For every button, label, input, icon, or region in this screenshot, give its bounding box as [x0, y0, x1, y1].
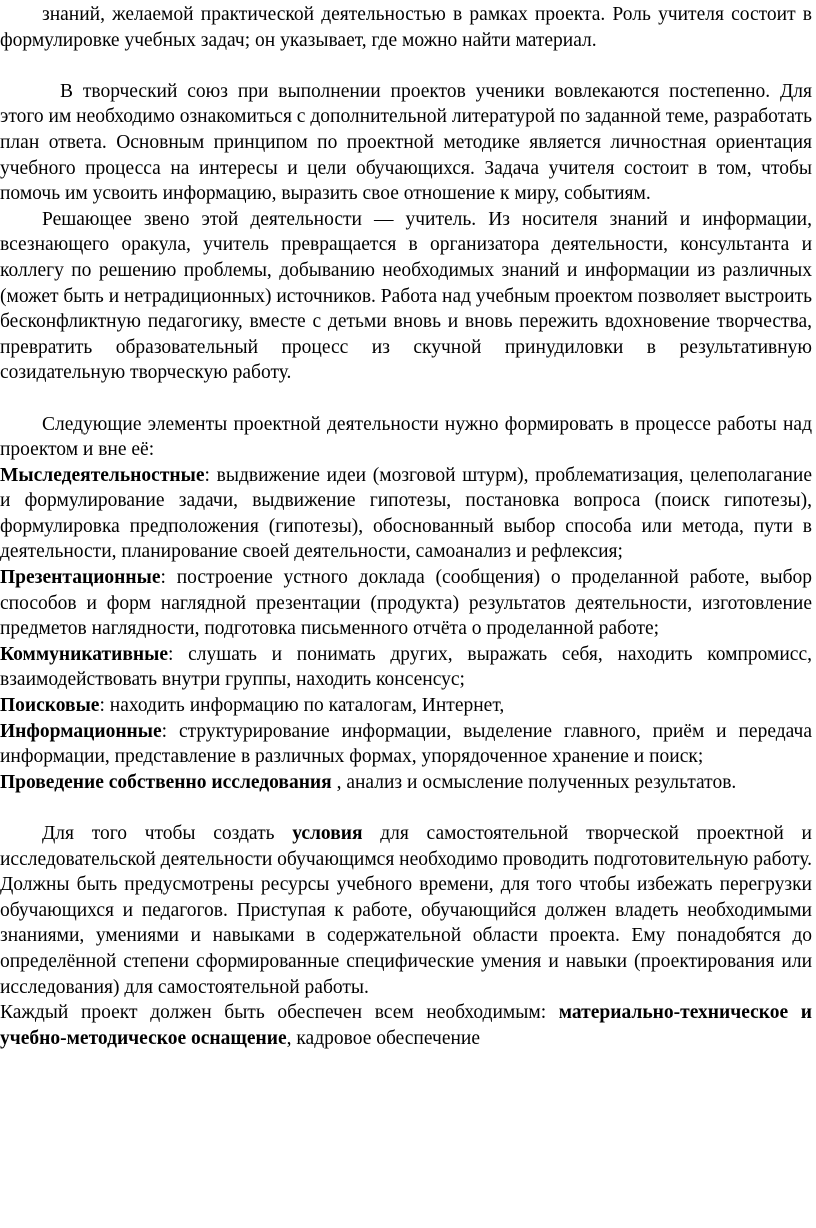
conditions-text-rest: для самостоятельной творческой проектной и исследовательской деятельности обучающимся необходимо проводить подготовительную работу. Должны быть предусмотрены ресурсы учебного времени, для того чтобы избежать перегрузки обучающихся и педагогов. Приступая к работе, обучающийся должен владеть необходимыми знаниями, умениями и навыками в содержательной области проекта. Ему понадобятся до определённой степени сформированные специфические умения и навыки (проектирования или исследования) для самостоятельной работы.: [0, 823, 812, 998]
element-term: Презентационные: [0, 567, 161, 589]
element-item: [0, 463, 812, 565]
element-item: [0, 719, 812, 770]
paragraph-gap: [0, 386, 812, 412]
paragraph-gap: [0, 53, 812, 79]
paragraph-teacher-link: Решающее звено этой деятельности — учитель. Из носителя знаний и информации, всезнающего оракула, учитель превращается в организатора деятельности, консультанта и коллегу по решению проблемы, добыванию необходимых знаний и информации из различных (может быть и нетрадиционных) источников. Работа над учебным проектом позволяет выстроить бесконфликтную педагогику, вместе с детьми вновь и вновь пережить вдохновение творчества, превратить образовательный процесс из скучной принудиловки в результативную созидательную творческую работу.: [0, 208, 812, 384]
paragraph-conditions: [0, 821, 812, 1000]
conditions-keyword: условия: [292, 823, 363, 844]
paragraph-creative-union: В творческий союз при выполнении проектов ученики вовлекаются постепенно. Для этого им необходимо ознакомиться с дополнительной литературой по заданной теме, разработать план ответа. Основным принципом по проектной методике является личностная ориентация учебного процесса на интересы и цели обучающихся. Задача учителя состоит в том, чтобы помочь им усвоить информацию, выразить свое отношение к миру, событиям.: [0, 80, 813, 205]
element-item: [0, 770, 812, 796]
element-description: : структурирование информации, выделение главного, приём и передача информации, представление в различных формах, упорядоченное хранение и поиск;: [0, 720, 812, 768]
element-description: : построение устного доклада (сообщения) о проделанной работе, выбор способов и форм наглядной презентации (продукта) результатов деятельности, изготовление предметов наглядности, подготовка письменного отчёта о проделанной работе;: [0, 567, 812, 640]
element-term: Информационные: [0, 720, 162, 742]
element-term: Поисковые: [0, 695, 100, 717]
element-description: : выдвижение идеи (мозговой штурм), проблематизация, целеполагание и формулирование задачи, выдвижение гипотезы, постановка вопроса (поиск гипотезы), формулировка предположения (гипотезы), обоснованный выбор способа или метода, пути в деятельности, планирование своей деятельности, самоанализ и рефлексия;: [0, 464, 812, 563]
support-keyword: материально-техническое и учебно-методическое оснащение: [0, 1002, 812, 1049]
element-description: : находить информацию по каталогам, Интернет,: [99, 695, 505, 717]
conditions-text-start: Для того чтобы создать: [42, 823, 293, 844]
element-description: , анализ и осмысление полученных результатов.: [331, 771, 737, 793]
paragraph-gap: [0, 795, 812, 821]
support-text-rest: , кадровое обеспечение: [286, 1027, 481, 1049]
element-term: Проведение собственно исследования: [0, 771, 332, 793]
element-item: [0, 642, 812, 693]
element-item: [0, 693, 812, 719]
paragraph-elements-intro: Следующие элементы проектной деятельности нужно формировать в процессе работы над проектом и вне её:: [0, 413, 812, 461]
element-term: Коммуникативные: [0, 643, 168, 665]
element-description: : слушать и понимать других, выражать себя, находить компромисс, взаимодействовать внутри группы, находить консенсус;: [0, 643, 812, 691]
support-text-start: Каждый проект должен быть обеспечен всем необходимым:: [0, 1002, 559, 1024]
paragraph-project-support: [0, 1000, 812, 1051]
paragraph-role-of-teacher: знаний, желаемой практической деятельностью в рамках проекта. Роль учителя состоит в формулировке учебных задач; он указывает, где можно найти материал.: [0, 4, 812, 51]
element-term: Мыследеятельностные: [0, 464, 205, 486]
element-item: [0, 565, 812, 642]
